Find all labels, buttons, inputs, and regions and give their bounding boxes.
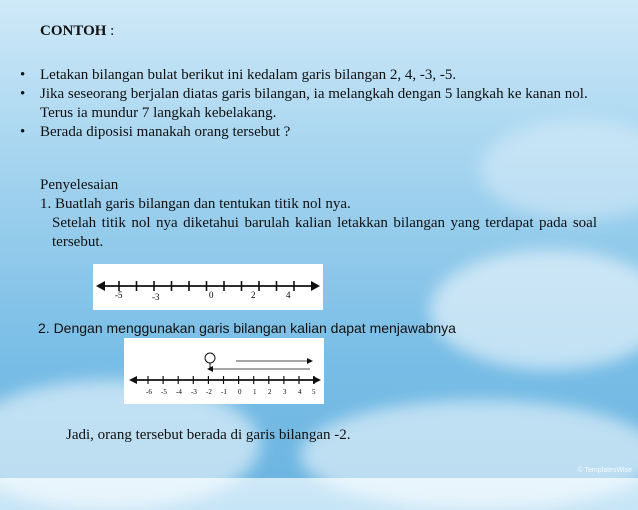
tick-label: 2	[251, 290, 256, 300]
tick-label: -5	[115, 290, 123, 300]
arrow-right-icon	[307, 358, 313, 364]
tick-label: -4	[176, 388, 182, 396]
cloud-decoration	[430, 250, 638, 370]
number-line-figure-1	[93, 264, 323, 310]
bullet-item-2: • Jika seseorang berjalan diatas garis bilangan, ia melangkah dengan 5 langkah ke kanan nol. Terus ia mundur 7 langkah kebelakang.	[20, 85, 620, 123]
title-suffix: :	[110, 23, 115, 39]
arrow-left-icon	[96, 281, 105, 291]
number-line-figure-2	[124, 338, 324, 404]
tick-label: -5	[161, 388, 167, 396]
tick-label: -1	[221, 388, 227, 396]
solution-heading: Penyelesaian	[40, 177, 119, 193]
answer-text: Jadi, orang tersebut berada di garis bilangan -2.	[66, 427, 351, 443]
number-line-2	[124, 338, 324, 404]
tick-label: 2	[268, 388, 272, 396]
step-2: 2. Dengan menggunakan garis bilangan kalian dapat menjawabnya	[38, 320, 456, 336]
tick-label: -3	[152, 292, 160, 302]
tick-label: -3	[191, 388, 197, 396]
step-1: 1. Buatlah garis bilangan dan tentukan titik nol nya.	[40, 196, 351, 212]
tick-label: 4	[286, 290, 291, 300]
bullet-list	[20, 66, 620, 142]
arrow-left-icon	[129, 376, 137, 384]
bullet-item-1: • Letakan bilangan bulat berikut ini kedalam garis bilangan 2, 4, -3, -5.	[20, 66, 620, 85]
watermark: © TemplatesWise	[577, 467, 632, 474]
question-text: Berada diposisi manakah orang tersebut ?	[40, 124, 291, 140]
tick-label: 0	[238, 388, 242, 396]
step-1-detail: Setelah titik nol nya diketahui barulah kalian letakkan bilangan yang terdapat pada soal tersebut.	[52, 215, 597, 250]
tick-label: 0	[209, 290, 214, 300]
tick-label: 4	[298, 388, 302, 396]
number-line-1	[93, 264, 323, 310]
tick-label: 5	[312, 388, 316, 396]
slide-title	[40, 23, 114, 40]
title-text: CONTOH	[40, 23, 107, 39]
tick-label: -2	[206, 388, 212, 396]
tick-label: 1	[253, 388, 257, 396]
tick-label: 3	[283, 388, 287, 396]
question-line	[20, 123, 620, 142]
arrow-right-icon	[311, 281, 320, 291]
tick-label: -6	[146, 388, 152, 396]
person-head-icon	[205, 353, 215, 363]
cloud-decoration	[300, 400, 638, 510]
